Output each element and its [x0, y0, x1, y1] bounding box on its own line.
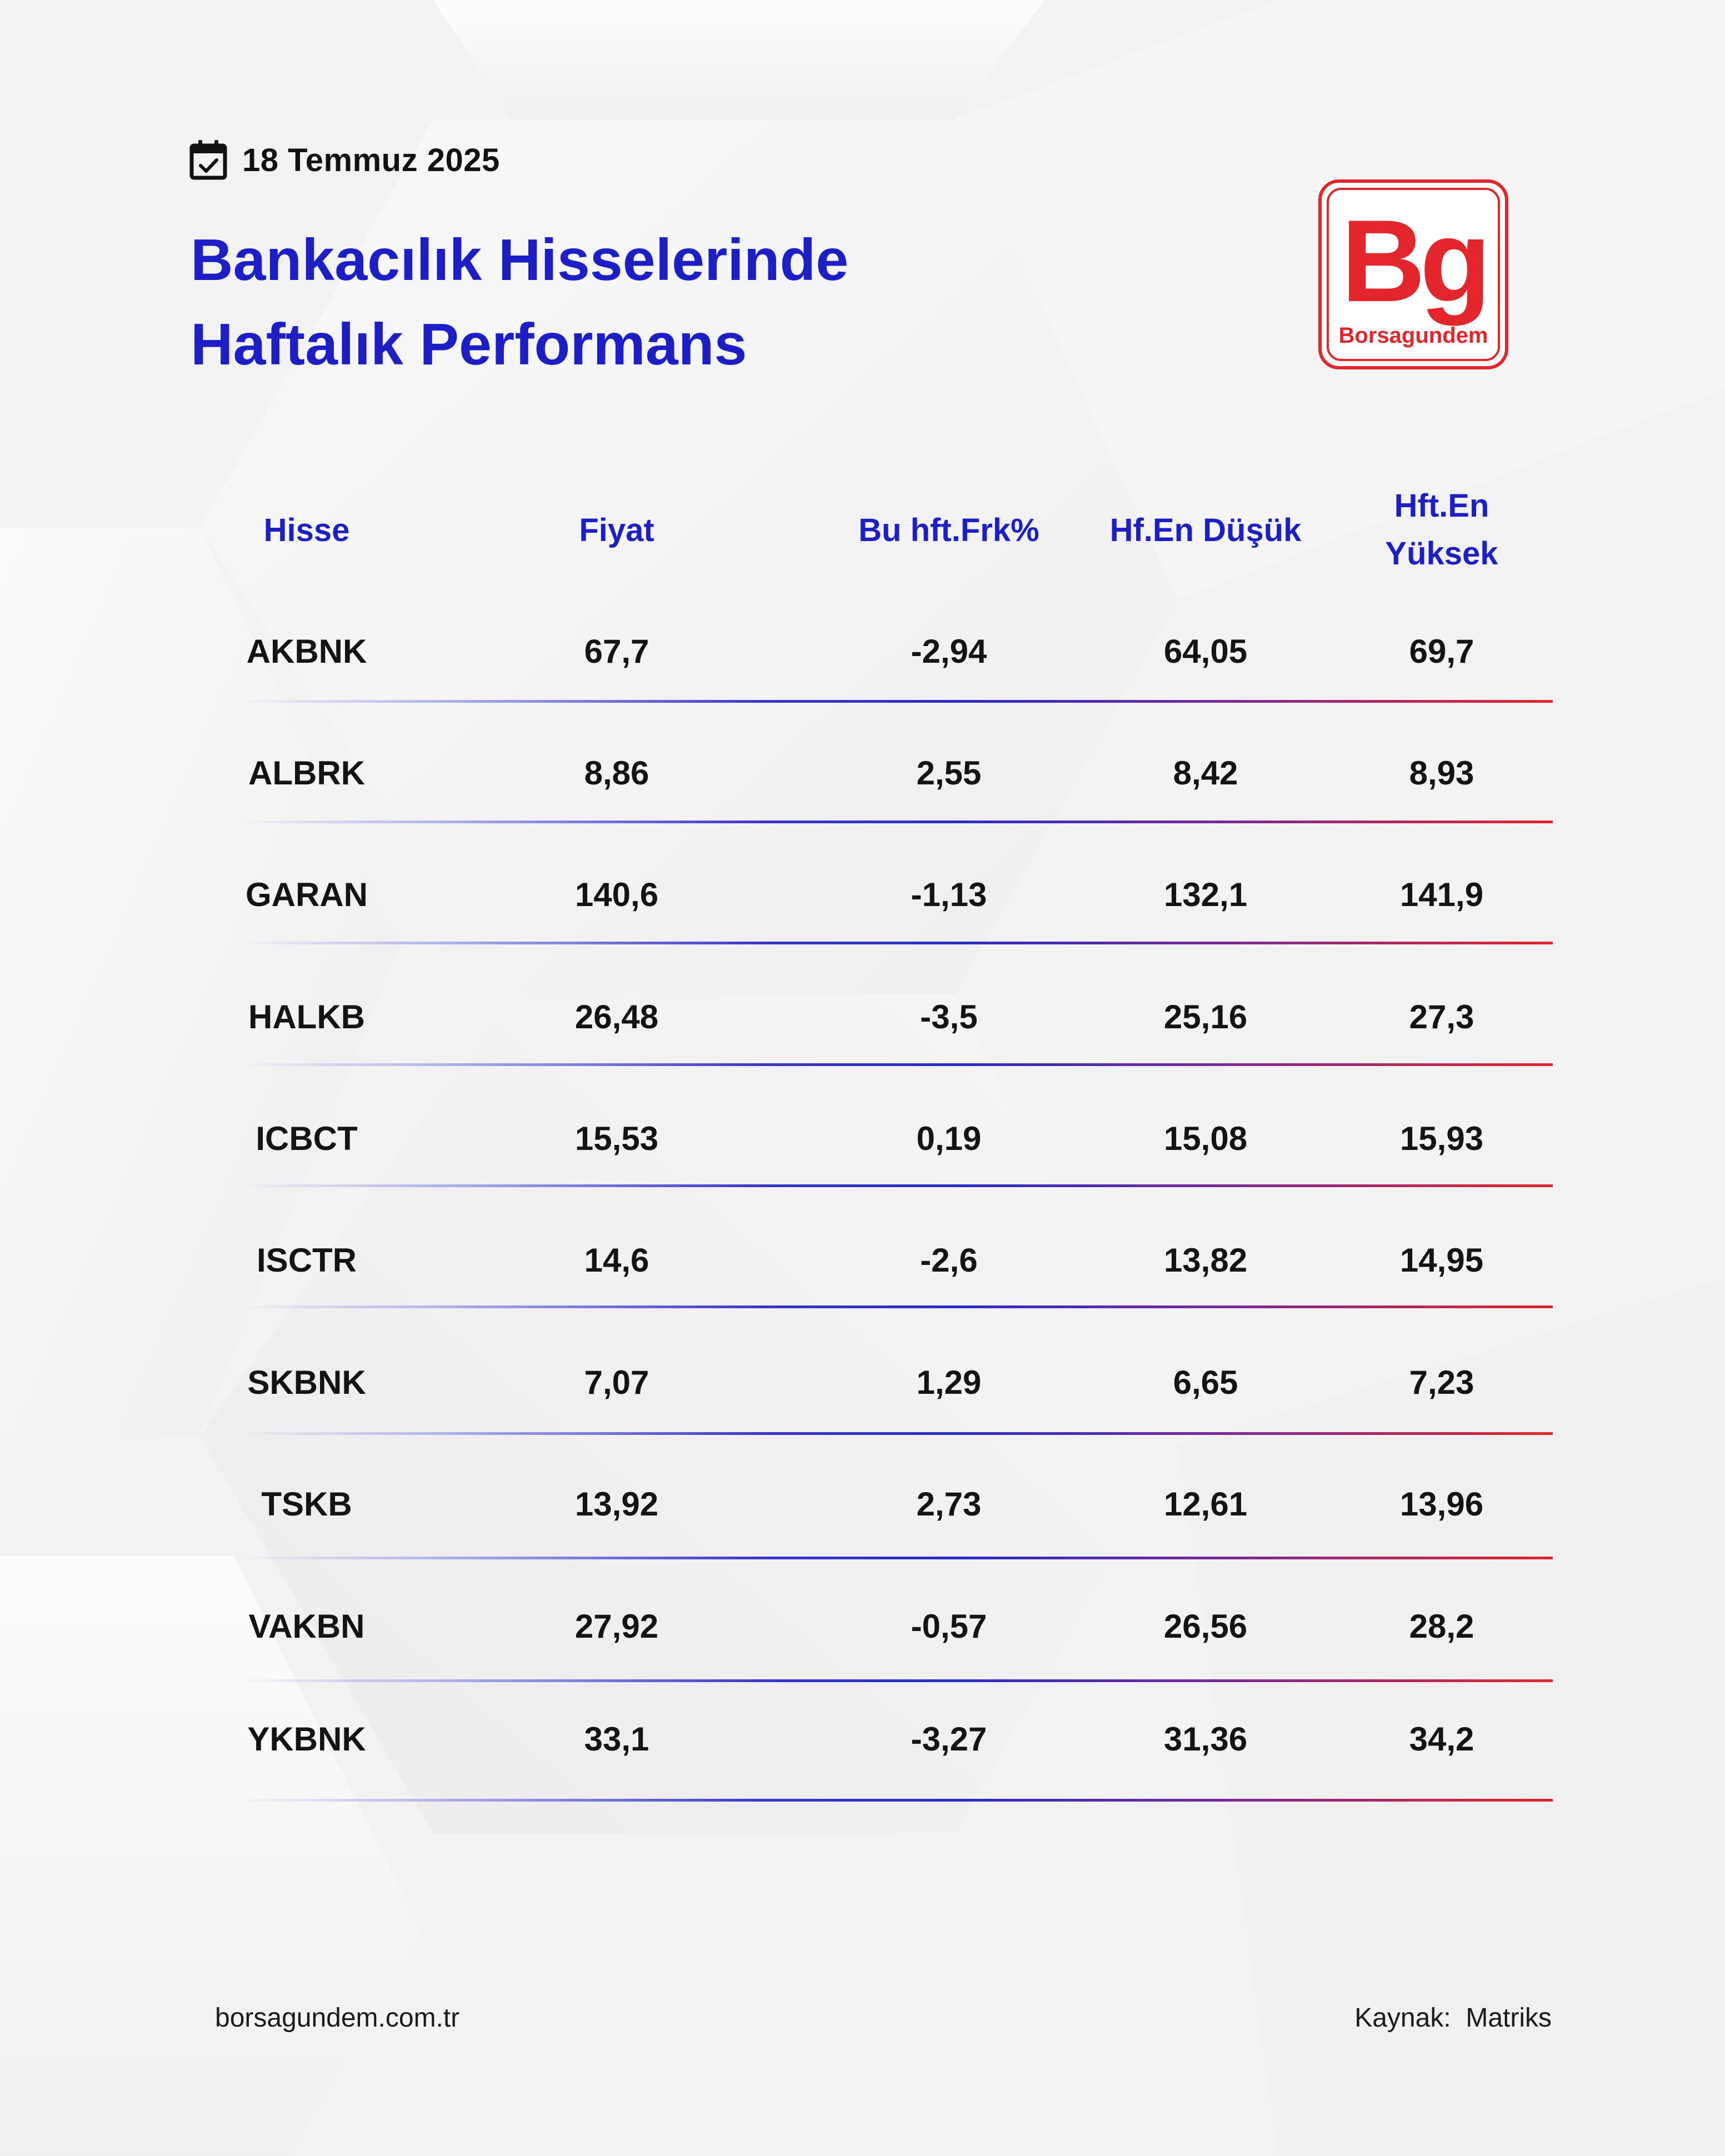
row-weekly-high: 141,9 — [1399, 876, 1484, 913]
row-weekly-change: -2,94 — [911, 633, 987, 670]
column-header-weekly-high-line-1: Hft.En — [1394, 488, 1489, 524]
row-divider — [239, 1305, 1553, 1308]
row-weekly-change: -1,13 — [911, 876, 987, 913]
row-divider — [239, 1679, 1553, 1682]
row-weekly-low: 25,16 — [1163, 998, 1248, 1036]
row-weekly-low: 132,1 — [1163, 876, 1248, 913]
column-header-weekly-change: Bu hft.Frk% — [858, 512, 1039, 548]
row-weekly-high: 13,96 — [1399, 1485, 1484, 1523]
row-weekly-low: 31,36 — [1163, 1720, 1248, 1758]
row-weekly-change: -0,57 — [911, 1608, 987, 1645]
row-weekly-high: 69,7 — [1409, 633, 1474, 670]
row-divider — [239, 1063, 1553, 1066]
row-symbol: ALBRK — [248, 754, 365, 792]
row-weekly-high: 34,2 — [1409, 1720, 1474, 1758]
row-price: 15,53 — [574, 1120, 659, 1157]
row-weekly-low: 8,42 — [1173, 754, 1238, 792]
row-divider — [239, 942, 1553, 944]
footer-source-label: Kaynak: — [1354, 2003, 1451, 2033]
row-weekly-low: 12,61 — [1163, 1485, 1248, 1523]
row-weekly-change: -3,27 — [911, 1720, 987, 1758]
row-divider — [239, 700, 1553, 703]
column-header-weekly-high-line-2: Yüksek — [1385, 536, 1498, 572]
row-price: 140,6 — [574, 876, 659, 913]
row-symbol: ICBCT — [256, 1120, 358, 1157]
row-weekly-low: 6,65 — [1173, 1364, 1238, 1401]
row-divider — [239, 1432, 1553, 1435]
row-symbol: TSKB — [261, 1485, 352, 1523]
row-divider — [239, 821, 1553, 823]
row-price: 26,48 — [574, 998, 659, 1036]
row-symbol: GARAN — [246, 876, 368, 913]
row-weekly-low: 26,56 — [1163, 1608, 1248, 1645]
row-divider — [239, 1557, 1553, 1559]
row-symbol: HALKB — [248, 998, 365, 1036]
row-weekly-low: 64,05 — [1163, 633, 1248, 670]
row-weekly-high: 15,93 — [1399, 1120, 1484, 1157]
row-price: 14,6 — [584, 1242, 649, 1279]
svg-text:Borsagundem: Borsagundem — [1338, 323, 1488, 348]
row-weekly-high: 8,93 — [1409, 754, 1474, 792]
row-price: 33,1 — [584, 1720, 649, 1758]
footer-website: borsagundem.com.tr — [215, 2003, 460, 2033]
row-weekly-change: 1,29 — [916, 1364, 982, 1401]
row-symbol: VAKBN — [248, 1608, 365, 1645]
row-weekly-change: 2,55 — [916, 754, 982, 792]
page-title-line-2: Haftalık Performans — [191, 312, 747, 377]
column-header-symbol: Hisse — [263, 512, 350, 548]
row-weekly-high: 28,2 — [1409, 1608, 1474, 1645]
row-weekly-change: -2,6 — [920, 1242, 978, 1279]
row-price: 8,86 — [584, 754, 649, 792]
row-divider — [239, 1184, 1553, 1187]
footer-source-value: Matriks — [1466, 2003, 1552, 2033]
row-price: 7,07 — [584, 1364, 649, 1401]
column-header-weekly-high — [1385, 482, 1498, 578]
row-weekly-change: 0,19 — [916, 1120, 982, 1157]
row-weekly-change: 2,73 — [916, 1485, 982, 1523]
footer-source — [1354, 2003, 1552, 2033]
row-price: 27,92 — [574, 1608, 659, 1645]
row-symbol: ISCTR — [257, 1242, 357, 1279]
column-header-price: Fiyat — [579, 512, 654, 548]
row-symbol: AKBNK — [246, 633, 367, 670]
row-weekly-high: 27,3 — [1409, 998, 1474, 1036]
column-header-weekly-low: Hf.En Düşük — [1109, 512, 1302, 548]
row-symbol: YKBNK — [247, 1720, 366, 1758]
row-symbol: SKBNK — [247, 1364, 366, 1401]
svg-text:Bg: Bg — [1341, 196, 1486, 326]
report-date: 18 Temmuz 2025 — [242, 142, 500, 178]
row-weekly-low: 15,08 — [1163, 1120, 1248, 1157]
row-weekly-low: 13,82 — [1163, 1242, 1248, 1279]
page-title-line-1: Bankacılık Hisselerinde — [191, 227, 849, 293]
row-divider — [239, 1799, 1553, 1802]
row-price: 67,7 — [584, 633, 649, 670]
row-weekly-high: 14,95 — [1399, 1242, 1484, 1279]
row-weekly-change: -3,5 — [920, 998, 978, 1036]
row-price: 13,92 — [574, 1485, 659, 1523]
row-weekly-high: 7,23 — [1409, 1364, 1474, 1401]
